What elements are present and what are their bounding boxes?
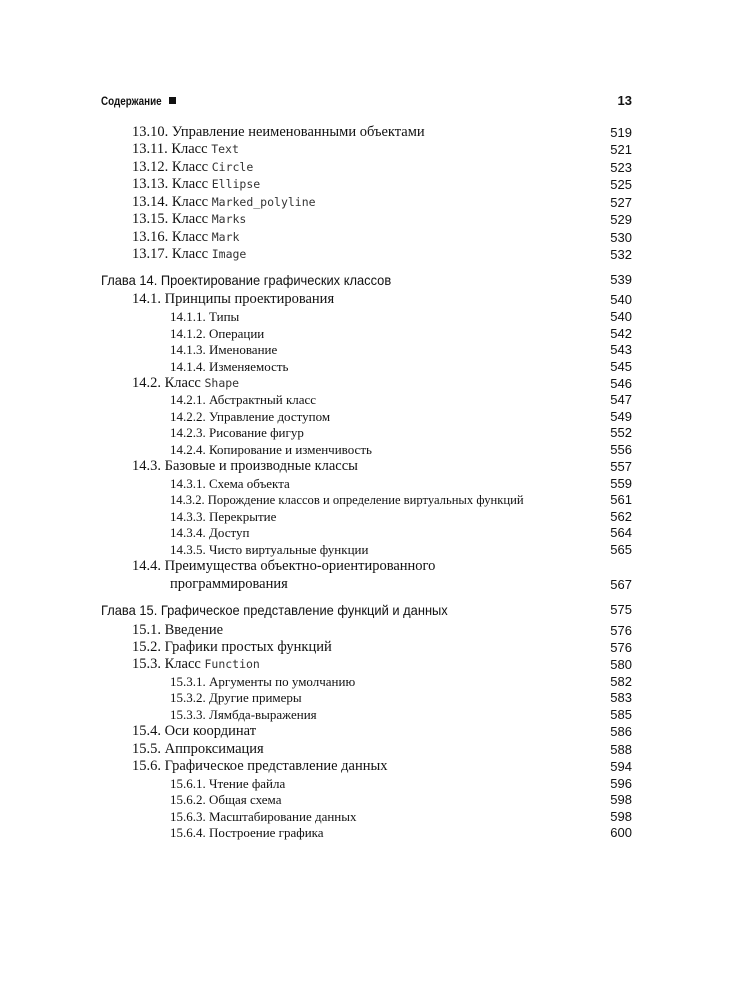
toc-entry-number: 15.4.: [132, 723, 161, 739]
toc-entry-title: Класс: [164, 656, 201, 672]
toc-entry-page: 576: [610, 640, 632, 655]
toc-entry-number: 13.17.: [132, 246, 169, 262]
toc-entry-title: Класс: [171, 229, 209, 245]
toc-entry-title: Управление неименованными объектами: [171, 124, 425, 140]
toc-entry-number: 14.1.1.: [170, 309, 206, 324]
toc-entry-page: 598: [610, 792, 632, 807]
toc-entry-page: 567: [610, 577, 632, 592]
toc-entry-title: Графическое представление данных: [164, 758, 388, 774]
toc-entry-page: 549: [610, 409, 632, 424]
toc-entry-title: Управление доступом: [209, 409, 331, 424]
toc-entry-number: 15.5.: [132, 741, 161, 757]
toc-entry-number: 14.1.3.: [170, 342, 206, 357]
toc-entry-page: 575: [610, 602, 632, 617]
toc-entry-title: Схема объекта: [209, 476, 290, 491]
toc-entry-number: 13.13.: [132, 176, 169, 192]
toc-entry-page: 540: [610, 309, 632, 324]
toc-entry-title: Доступ: [209, 525, 250, 540]
toc-entry-page: 521: [610, 142, 632, 157]
toc-entry-page: 530: [610, 230, 632, 245]
toc-entry-code: Ellipse: [211, 177, 261, 191]
toc-entry-number: 14.1.2.: [170, 326, 206, 341]
toc-entry-title: Построение графика: [209, 825, 324, 840]
toc-entry-number: 13.10.: [132, 124, 169, 140]
toc-entry-number: 15.3.1.: [170, 674, 206, 689]
toc-entry-number: 15.3.2.: [170, 690, 206, 705]
toc-entry-page: 600: [610, 825, 632, 840]
toc-entry-title: Класс: [171, 194, 209, 210]
toc-entry-page: 525: [610, 177, 632, 192]
toc-entry-title: Абстрактный класс: [209, 392, 317, 407]
toc-entry-number: 14.1.: [132, 291, 161, 307]
toc-entry-title: Чтение файла: [209, 776, 286, 791]
toc-entry-code: Circle: [211, 160, 254, 174]
toc-entry-number: 14.3.4.: [170, 525, 206, 540]
toc-entry-title: Лямбда-выражения: [209, 707, 317, 722]
toc-entry-title: Порождение классов и определение виртуальных функций: [207, 493, 524, 507]
toc-chapter-title: Графическое представление функций и данных: [160, 602, 448, 618]
toc-entry-title: Преимущества объектно-ориентированного: [164, 558, 436, 574]
toc-entry-title: Аппроксимация: [164, 741, 264, 757]
toc-entry-number: 15.6.: [132, 758, 161, 774]
toc-entry-code: Image: [211, 247, 247, 261]
toc-entry-number: 13.15.: [132, 211, 169, 227]
toc-entry-page: 556: [610, 442, 632, 457]
toc-entry-title: Изменяемость: [209, 359, 289, 374]
toc-entry-page: 564: [610, 525, 632, 540]
toc-entry-code: Shape: [204, 376, 240, 390]
toc-chapter-number: Глава 14.: [101, 272, 158, 288]
toc-entry-page: 529: [610, 212, 632, 227]
toc-entry-page: 596: [610, 776, 632, 791]
toc-entry-number: 15.2.: [132, 639, 161, 655]
toc-entry-title: Масштабирование данных: [209, 809, 357, 824]
toc-entry-title: Принципы проектирования: [164, 291, 335, 307]
toc-entry-number: 15.3.3.: [170, 707, 206, 722]
toc-entry-title: Класс: [171, 176, 209, 192]
toc-entry-number: 15.1.: [132, 622, 161, 638]
toc-entry-title: Класс: [171, 141, 208, 157]
toc-entry-number: 14.2.2.: [170, 409, 206, 424]
toc-entry-page: 576: [610, 623, 632, 638]
toc-entry-page: 565: [610, 542, 632, 557]
toc-entry-title: Графики простых функций: [164, 639, 332, 655]
toc-entry-number: 13.16.: [132, 229, 169, 245]
toc-entry-number: 15.6.3.: [170, 809, 206, 824]
toc-entry-number: 14.2.1.: [170, 392, 206, 407]
toc-entry-page: 543: [610, 342, 632, 357]
toc-entry-title: Типы: [209, 309, 240, 324]
toc-entry-number: 14.3.3.: [170, 509, 206, 524]
toc-entry-title: Аргументы по умолчанию: [209, 674, 356, 689]
toc-entry-page: 562: [610, 509, 632, 524]
toc-entry-title: Класс: [171, 246, 209, 262]
toc-chapter-number: Глава 15.: [101, 602, 158, 618]
toc-entry-page: 545: [610, 359, 632, 374]
toc-entry-code: Marked_polyline: [211, 195, 316, 209]
toc-entry-title: Копирование и изменчивость: [209, 442, 372, 457]
toc-entry-number: 14.2.4.: [170, 442, 206, 457]
toc-entry-page: 594: [610, 759, 632, 774]
toc-entry-page: 552: [610, 425, 632, 440]
toc-entry-page: 598: [610, 809, 632, 824]
toc-entry-title: Класс: [164, 375, 201, 391]
toc-entry-number: 15.6.4.: [170, 825, 206, 840]
toc-entry-number: 13.12.: [132, 159, 169, 175]
toc-entry-number: 15.6.1.: [170, 776, 206, 791]
toc-entry-number: 14.3.1.: [170, 476, 206, 491]
toc-entry-page: 561: [610, 492, 632, 507]
toc-entry-number: 13.14.: [132, 194, 169, 210]
toc-entry-number: 13.11.: [132, 141, 168, 157]
toc-entry-page: 546: [610, 376, 632, 391]
toc-entry-title: Перекрытие: [209, 509, 277, 524]
toc-entry-number: 14.1.4.: [170, 359, 206, 374]
toc-entry-page: 559: [610, 476, 632, 491]
toc-entry-page: 547: [610, 392, 632, 407]
running-header-title: Содержание: [101, 94, 162, 108]
toc-entry-number: 14.4.: [132, 558, 161, 574]
toc-entry-page: 540: [610, 292, 632, 307]
toc-entry-title: Рисование фигур: [209, 425, 304, 440]
toc-entry-page: 523: [610, 160, 632, 175]
toc-entry-title: Класс: [171, 159, 209, 175]
toc-entry-number: 14.3.: [132, 458, 161, 474]
toc-entry-number: 14.3.5.: [170, 542, 206, 557]
toc-entry-title: Общая схема: [209, 792, 282, 807]
toc-entry-code: Text: [211, 142, 239, 156]
toc-entry-page: 586: [610, 724, 632, 739]
toc-entry-page: 532: [610, 247, 632, 262]
toc-entry-page: 542: [610, 326, 632, 341]
toc-chapter-title: Проектирование графических классов: [160, 272, 392, 288]
toc-entry-page: 585: [610, 707, 632, 722]
toc-entry-number: 14.2.3.: [170, 425, 206, 440]
toc-entry-page: 519: [610, 125, 632, 140]
toc-entry-title: Операции: [209, 326, 265, 341]
toc-entry-page: 582: [610, 674, 632, 689]
toc-entry-page: 583: [610, 690, 632, 705]
toc-entry-title: Другие примеры: [209, 690, 302, 705]
toc-entry-code: Function: [204, 657, 260, 671]
toc-entry-page: 588: [610, 742, 632, 757]
toc-entry-code: Mark: [211, 230, 240, 244]
toc-entry-number: 14.3.2.: [170, 493, 205, 507]
page-number: 13: [617, 93, 632, 108]
toc-entry-page: 539: [610, 272, 632, 287]
toc-entry-number: 15.6.2.: [170, 792, 206, 807]
toc-entry-number: 14.2.: [132, 375, 161, 391]
toc-entry-title: Класс: [171, 211, 209, 227]
toc-entry-code: Marks: [211, 212, 247, 226]
toc-entry-page: 580: [610, 657, 632, 672]
toc-entry-page: 527: [610, 195, 632, 210]
toc-entry-page: 557: [610, 459, 632, 474]
toc-entry-title: Чисто виртуальные функции: [209, 542, 369, 557]
toc-entry-title: Введение: [164, 622, 224, 638]
toc-entry-title: программирования: [170, 576, 288, 592]
toc-entry-number: 15.3.: [132, 656, 161, 672]
toc-entry-title: Базовые и производные классы: [164, 458, 358, 474]
toc-entry-title: Оси координат: [164, 723, 257, 739]
toc-entry-title: Именование: [209, 342, 278, 357]
